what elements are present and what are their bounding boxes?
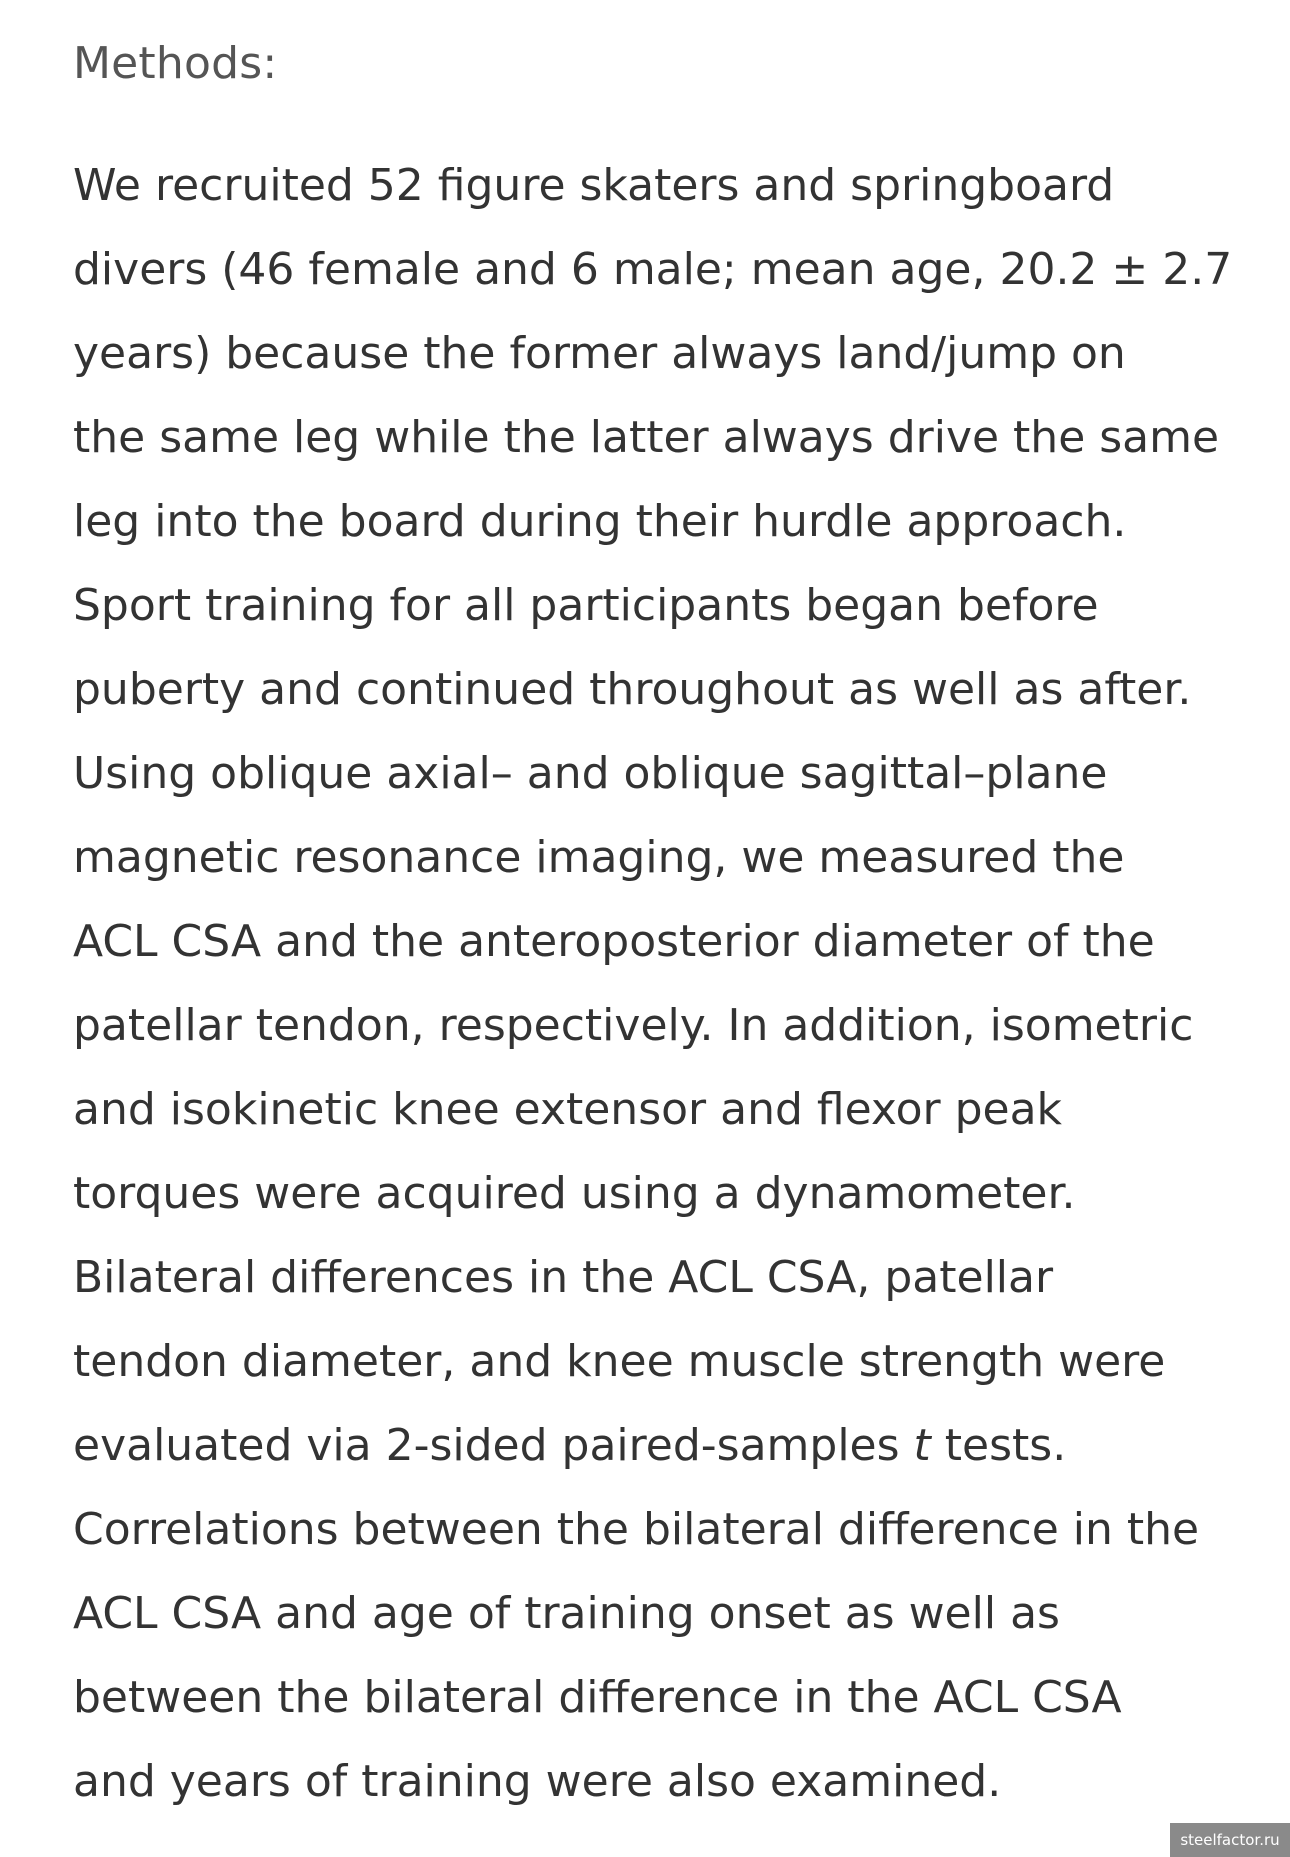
paragraph-line: puberty and continued throughout as well as after. <box>73 664 1192 715</box>
paragraph-line: years) because the former always land/jump on <box>73 328 1126 379</box>
methods-paragraph <box>73 94 1253 1824</box>
paragraph-line: between the bilateral difference in the ACL CSA <box>73 1672 1122 1723</box>
paragraph-line: magnetic resonance imaging, we measured the <box>73 832 1125 883</box>
paragraph-line: and isokinetic knee extensor and flexor peak <box>73 1084 1063 1135</box>
article-content <box>73 0 1253 1824</box>
paragraph-line: patellar tendon, respectively. In addition, isometric <box>73 1000 1194 1051</box>
section-heading: Methods: <box>73 38 278 89</box>
paragraph-line: the same leg while the latter always drive the same <box>73 412 1220 463</box>
line-text: evaluated via 2-sided paired-samples <box>73 1420 914 1471</box>
italic-t: t <box>913 1420 931 1471</box>
paragraph-line: leg into the board during their hurdle approach. <box>73 496 1127 547</box>
line-text-end: tests. <box>930 1420 1067 1471</box>
paragraph-line: Using oblique axial– and oblique sagittal–plane <box>73 748 1108 799</box>
paragraph-line-with-italic <box>73 1404 1253 1488</box>
paragraph-line: Sport training for all participants began before <box>73 580 1099 631</box>
paragraph-line: torques were acquired using a dynamometer. <box>73 1168 1076 1219</box>
paragraph-line: ACL CSA and the anteroposterior diameter of the <box>73 916 1155 967</box>
paragraph-line: Correlations between the bilateral difference in the <box>73 1504 1200 1555</box>
paragraph-line: ACL CSA and age of training onset as well as <box>73 1588 1060 1639</box>
paragraph-line: tendon diameter, and knee muscle strength were <box>73 1336 1166 1387</box>
watermark: steelfactor.ru <box>1170 1823 1290 1857</box>
paragraph-line: divers (46 female and 6 male; mean age, 20.2 ± 2.7 <box>73 244 1233 295</box>
paragraph-line: Bilateral differences in the ACL CSA, patellar <box>73 1252 1054 1303</box>
paragraph-line: and years of training were also examined. <box>73 1756 1002 1807</box>
paragraph-line: We recruited 52 figure skaters and springboard <box>73 160 1115 211</box>
